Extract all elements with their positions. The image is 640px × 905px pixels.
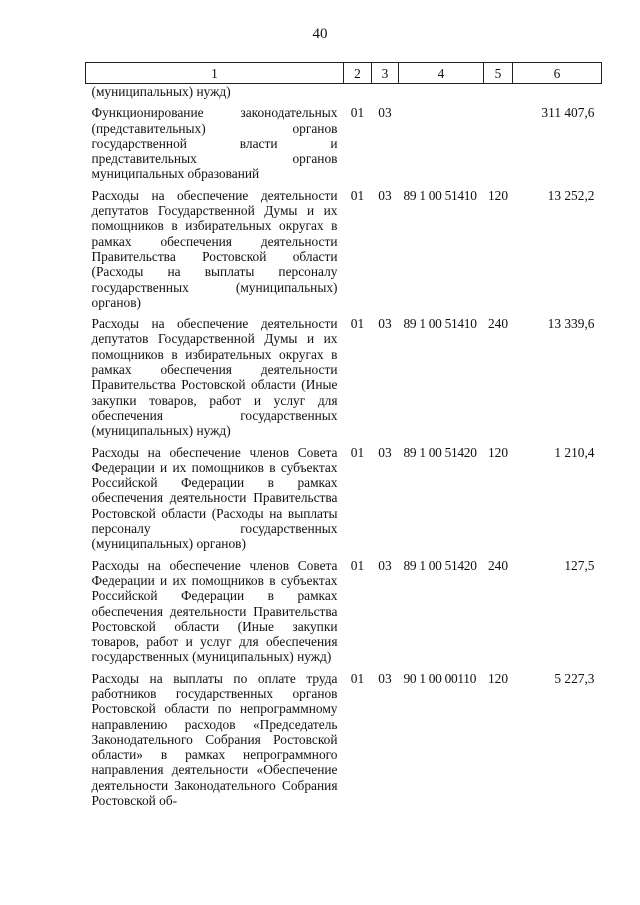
header-col-2: 2 xyxy=(344,63,372,84)
continuation-row xyxy=(86,84,602,106)
table-row xyxy=(86,558,602,671)
row-target xyxy=(399,105,484,187)
row-expense-type: 240 xyxy=(487,557,509,573)
row-section: 01 xyxy=(350,670,365,686)
row-subsection: 03 xyxy=(378,105,392,121)
row-target: 90 1 00 00110 xyxy=(403,670,477,686)
row-amount: 13 252,2 xyxy=(547,187,595,203)
row-amount: 5 227,3 xyxy=(554,670,595,686)
row-expense-type: 120 xyxy=(487,187,509,203)
row-description: Расходы на обеспечение членов Совета Федерации и их помощников в субъектах Российской Федерации в рамках обеспечения деятельности Правительства Ростовской области (Иные закупки товаров, работ и услуг для обеспечения государственных (муниципальных) нужд) xyxy=(91,557,338,665)
row-subsection: 03 xyxy=(378,187,392,203)
row-amount: 1 210,4 xyxy=(554,444,595,460)
row-section: 01 xyxy=(350,444,365,460)
header-col-4: 4 xyxy=(399,63,484,84)
row-subsection: 03 xyxy=(378,444,392,460)
header-row xyxy=(86,63,602,84)
row-description: Расходы на обеспечение деятельности депутатов Государственной Думы и их помощников в избирательных округах в рамках обеспечения деятельности Правительства Ростовской области (Расходы на выплаты персоналу государственных (муниципальных) органов) xyxy=(91,187,338,310)
row-subsection: 03 xyxy=(378,557,392,573)
row-expense-type: 120 xyxy=(487,670,509,686)
row-section: 01 xyxy=(350,557,365,573)
row-section: 01 xyxy=(350,187,365,203)
continuation-text: (муниципальных) нужд) xyxy=(91,84,231,99)
row-target: 89 1 00 51420 xyxy=(403,444,477,460)
budget-table xyxy=(85,62,602,814)
table-row xyxy=(86,105,602,187)
row-subsection: 03 xyxy=(378,670,392,686)
row-expense-type: 240 xyxy=(487,316,509,332)
row-target: 89 1 00 51410 xyxy=(403,316,477,332)
table-row xyxy=(86,671,602,815)
header-col-3: 3 xyxy=(372,63,399,84)
row-target: 89 1 00 51420 xyxy=(403,557,477,573)
row-description: Расходы на обеспечение членов Совета Федерации и их помощников в субъектах Российской Федерации в рамках обеспечения деятельности Правительства Ростовской области (Расходы на выплаты персоналу государственных (муниципальных) органов) xyxy=(91,444,338,552)
row-section: 01 xyxy=(350,316,365,332)
row-subsection: 03 xyxy=(378,316,392,332)
row-amount: 13 339,6 xyxy=(547,316,595,332)
row-amount: 311 407,6 xyxy=(541,105,595,121)
row-description: Расходы на выплаты по оплате труда работников государственных органов Ростовской области по непрограммному направлению расходов «Председатель Законодательного Собрания Ростовской области» в рамках непрограммного направления деятельности «Обеспечение деятельности Законодательного Собрания Ростовской об- xyxy=(91,670,338,809)
row-target: 89 1 00 51410 xyxy=(403,187,477,203)
row-section: 01 xyxy=(350,105,365,121)
header-col-5: 5 xyxy=(484,63,513,84)
header-col-6: 6 xyxy=(513,63,602,84)
page-number: 40 xyxy=(312,26,328,42)
row-expense-type xyxy=(484,105,513,187)
row-description: Функционирование законодательных (представительных) органов государственной власти и представительных органов муниципальных образований xyxy=(91,105,338,182)
row-amount: 127,5 xyxy=(564,557,595,573)
row-description: Расходы на обеспечение деятельности депутатов Государственной Думы и их помощников в избирательных округах в рамках обеспечения деятельности Правительства Ростовской области (Иные закупки товаров, работ и услуг для обеспечения государственных (муниципальных) нужд) xyxy=(91,316,338,439)
table-row xyxy=(86,188,602,316)
table-row xyxy=(86,445,602,558)
table-row xyxy=(86,316,602,444)
header-col-1: 1 xyxy=(86,63,344,84)
row-expense-type: 120 xyxy=(487,444,509,460)
